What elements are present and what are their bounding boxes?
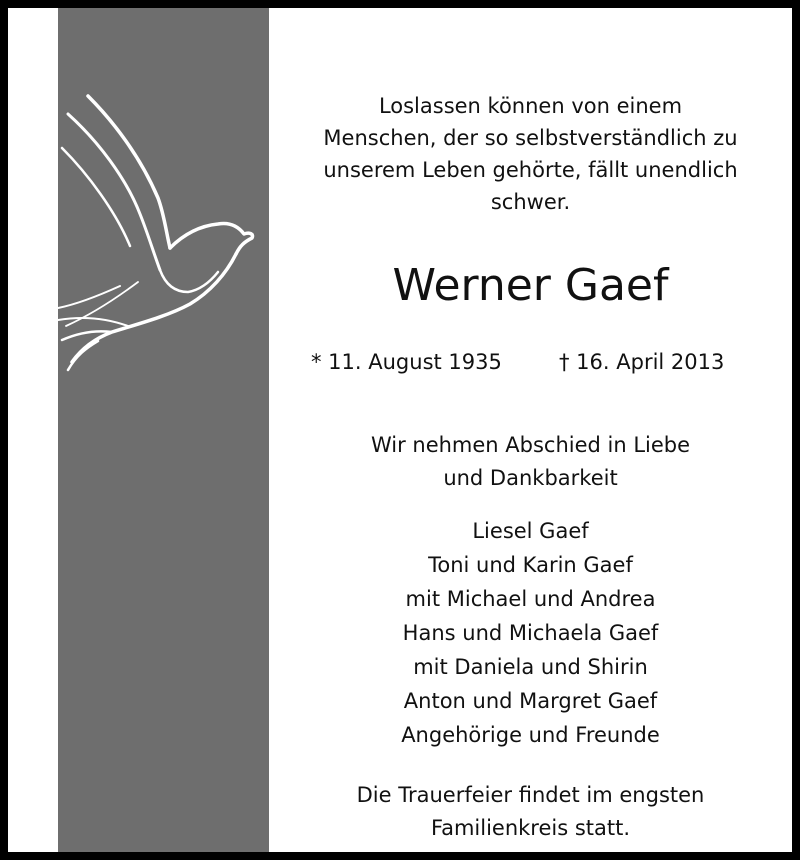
notice-content (269, 8, 792, 852)
service-note (269, 779, 792, 845)
mourner-item: Liesel Gaef (472, 519, 589, 543)
quote-line: schwer. (490, 190, 571, 214)
farewell-line: und Dankbarkeit (443, 466, 618, 490)
farewell-line: Wir nehmen Abschied in Liebe (370, 433, 691, 457)
mourners-list (269, 514, 792, 752)
service-line: Die Trauerfeier findet im engsten (356, 783, 705, 807)
quote-line: Loslassen können von einem (378, 94, 683, 118)
deceased-name: Werner Gaef (392, 260, 669, 311)
mourner-item: mit Michael und Andrea (405, 587, 656, 611)
death-date: † 16. April 2013 (559, 350, 725, 374)
mourner-item: Toni und Karin Gaef (428, 553, 633, 577)
mourner-item: Anton und Margret Gaef (403, 689, 658, 713)
quote-line: unserem Leben gehörte, fällt unendlich (323, 158, 738, 182)
memorial-quote (269, 90, 792, 218)
birth-date: * 11. August 1935 (311, 350, 502, 374)
obituary-notice (8, 8, 792, 852)
mourner-item: Angehörige und Freunde (401, 723, 660, 747)
dove-icon (58, 86, 269, 376)
farewell-text (269, 429, 792, 495)
service-line: Familienkreis statt. (430, 816, 631, 840)
quote-line: Menschen, der so selbstverständlich zu (323, 126, 738, 150)
mourner-item: Hans und Michaela Gaef (402, 621, 659, 645)
mourner-item: mit Daniela und Shirin (413, 655, 648, 679)
